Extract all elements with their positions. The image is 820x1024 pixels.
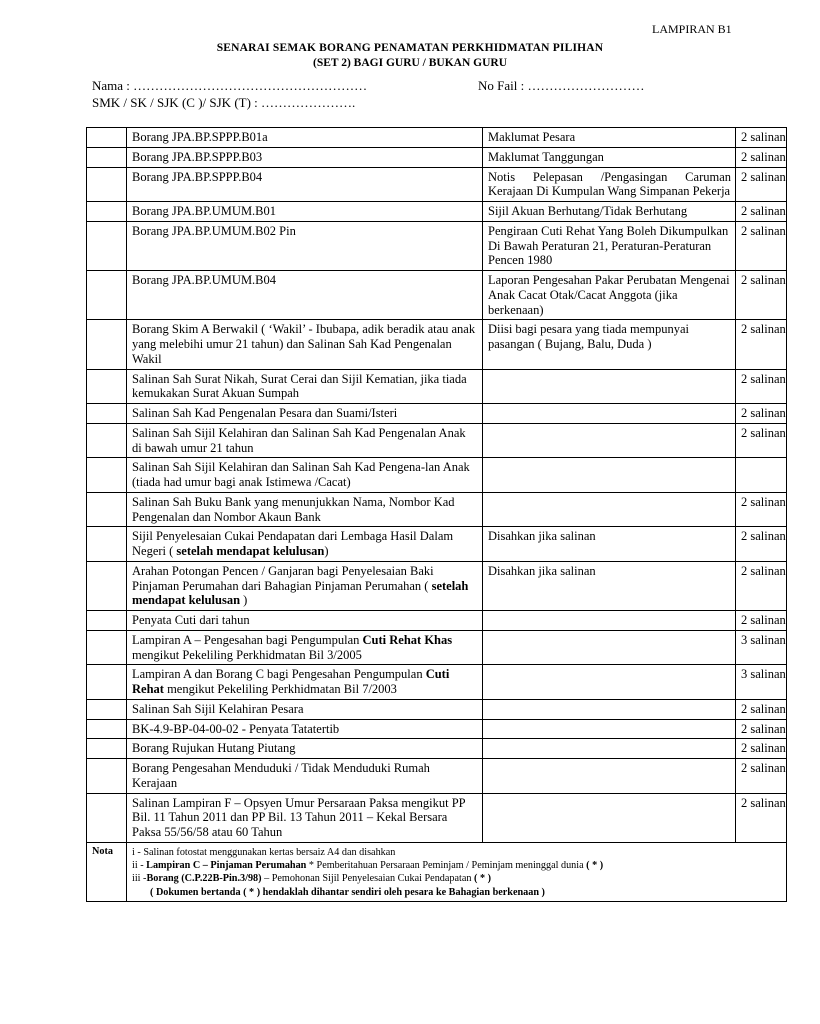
copies-cell: 2 salinan bbox=[736, 423, 787, 458]
checkbox-cell bbox=[87, 611, 127, 631]
note-4-text: ( Dokumen bertanda ( * ) hendaklah dihantar sendiri oleh pesara ke Bahagian berkenaan ) bbox=[150, 886, 545, 898]
table-row bbox=[87, 167, 787, 202]
name-field: Nama : ……………………………………………… bbox=[92, 78, 368, 93]
copies-cell: 2 salinan bbox=[736, 492, 787, 527]
description-cell bbox=[483, 719, 736, 739]
checkbox-cell bbox=[87, 759, 127, 794]
checkbox-cell bbox=[87, 699, 127, 719]
checkbox-cell bbox=[87, 561, 127, 610]
copies-cell bbox=[736, 458, 787, 493]
table-row bbox=[87, 404, 787, 424]
table-row bbox=[87, 147, 787, 167]
copies-cell: 3 salinan bbox=[736, 665, 787, 700]
description-cell: Disahkan jika salinan bbox=[483, 561, 736, 610]
copies-cell: 2 salinan bbox=[736, 128, 787, 148]
description-cell: Maklumat Tanggungan bbox=[483, 147, 736, 167]
checkbox-cell bbox=[87, 527, 127, 562]
description-cell bbox=[483, 369, 736, 404]
table-row bbox=[87, 699, 787, 719]
checkbox-cell bbox=[87, 221, 127, 270]
description-cell bbox=[483, 611, 736, 631]
note-line-1: i - Salinan fotostat menggunakan kertas bersaiz A4 dan disahkan bbox=[132, 846, 396, 858]
document-subtitle: (SET 2) BAGI GURU / BUKAN GURU bbox=[312, 57, 508, 69]
document-emphasis: Cuti Rehat Khas bbox=[362, 632, 453, 647]
document-title: SENARAI SEMAK BORANG PENAMATAN PERKHIDMATAN PILIHAN bbox=[216, 42, 604, 54]
note-2-form: Lampiran C – Pinjaman Perumahan bbox=[146, 860, 307, 871]
note-line-4 bbox=[132, 886, 782, 899]
table-row bbox=[87, 492, 787, 527]
checkbox-cell bbox=[87, 492, 127, 527]
document-cell: Borang Pengesahan Menduduki / Tidak Menduduki Rumah Kerajaan bbox=[127, 759, 483, 794]
document-text: mengikut Pekeliling Perkhidmatan Bil 3/2005 bbox=[132, 647, 362, 662]
document-cell: Borang JPA.BP.SPPP.B01a bbox=[127, 128, 483, 148]
description-cell bbox=[483, 630, 736, 665]
school-field: SMK / SK / SJK (C )/ SJK (T) : …………………. bbox=[92, 95, 356, 110]
document-cell: Salinan Sah Sijil Kelahiran dan Salinan Sah Kad Pengenalan Anak di bawah umur 21 tahun bbox=[127, 423, 483, 458]
table-row bbox=[87, 320, 787, 369]
document-cell: Salinan Sah Buku Bank yang menunjukkan Nama, Nombor Kad Pengenalan dan Nombor Akaun Bank bbox=[127, 492, 483, 527]
table-row bbox=[87, 630, 787, 665]
copies-cell: 2 salinan bbox=[736, 561, 787, 610]
document-cell bbox=[127, 665, 483, 700]
document-text: Sijil Penyelesaian Cukai Pendapatan dari Lembaga Hasil Dalam Negeri ( bbox=[132, 529, 454, 558]
copies-cell: 2 salinan bbox=[736, 320, 787, 369]
table-row bbox=[87, 271, 787, 320]
description-cell bbox=[483, 665, 736, 700]
description-cell bbox=[483, 739, 736, 759]
copies-cell: 3 salinan bbox=[736, 630, 787, 665]
notes-content bbox=[127, 842, 787, 901]
document-cell: Borang JPA.BP.SPPP.B04 bbox=[127, 167, 483, 202]
checkbox-cell bbox=[87, 202, 127, 222]
document-cell: Borang JPA.BP.UMUM.B04 bbox=[127, 271, 483, 320]
note-2-prefix: ii - bbox=[132, 860, 147, 871]
checkbox-cell bbox=[87, 128, 127, 148]
checkbox-cell bbox=[87, 793, 127, 842]
table-row bbox=[87, 527, 787, 562]
document-cell: Salinan Sah Sijil Kelahiran Pesara bbox=[127, 699, 483, 719]
description-cell: Pengiraan Cuti Rehat Yang Boleh Dikumpulkan Di Bawah Peraturan 21, Peraturan-Peraturan Pencen 1980 bbox=[483, 221, 736, 270]
document-text: ) bbox=[240, 593, 248, 608]
description-cell: Notis Pelepasan /Pengasingan Caruman Kerajaan Di Kumpulan Wang Simpanan Pekerja bbox=[483, 167, 736, 202]
copies-cell: 2 salinan bbox=[736, 167, 787, 202]
copies-cell: 2 salinan bbox=[736, 404, 787, 424]
table-row bbox=[87, 561, 787, 610]
copies-cell: 2 salinan bbox=[736, 369, 787, 404]
copies-cell: 2 salinan bbox=[736, 202, 787, 222]
copies-cell: 2 salinan bbox=[736, 147, 787, 167]
document-cell: Salinan Sah Sijil Kelahiran dan Salinan Sah Kad Pengena-lan Anak (tiada had umur bagi anak Istimewa /Cacat) bbox=[127, 458, 483, 493]
checkbox-cell bbox=[87, 404, 127, 424]
table-row bbox=[87, 423, 787, 458]
document-cell: Borang Rujukan Hutang Piutang bbox=[127, 739, 483, 759]
table-row bbox=[87, 739, 787, 759]
copies-cell: 2 salinan bbox=[736, 739, 787, 759]
description-cell bbox=[483, 404, 736, 424]
note-3-text: – Pemohonan Sijil Penyelesaian Cukai Pendapatan bbox=[261, 873, 475, 885]
note-3-mark: ( * ) bbox=[474, 873, 492, 885]
document-emphasis: setelah mendapat kelulusan bbox=[132, 578, 469, 608]
description-cell bbox=[483, 759, 736, 794]
description-cell bbox=[483, 458, 736, 493]
document-emphasis: Cuti Rehat bbox=[132, 667, 450, 696]
table-row bbox=[87, 719, 787, 739]
checkbox-cell bbox=[87, 458, 127, 493]
note-line-3 bbox=[132, 872, 782, 885]
copies-cell: 2 salinan bbox=[736, 611, 787, 631]
document-text: Lampiran A – Pengesahan bagi Pengumpulan bbox=[132, 632, 363, 647]
description-cell: Sijil Akuan Berhutang/Tidak Berhutang bbox=[483, 202, 736, 222]
description-cell: Maklumat Pesara bbox=[483, 128, 736, 148]
checkbox-cell bbox=[87, 719, 127, 739]
note-line-2 bbox=[132, 859, 782, 872]
description-cell bbox=[483, 699, 736, 719]
document-text: ) bbox=[324, 544, 329, 558]
table-row bbox=[87, 759, 787, 794]
copies-cell: 2 salinan bbox=[736, 719, 787, 739]
document-cell: Borang JPA.BP.SPPP.B03 bbox=[127, 147, 483, 167]
document-cell: Borang JPA.BP.UMUM.B02 Pin bbox=[127, 221, 483, 270]
checkbox-cell bbox=[87, 423, 127, 458]
checkbox-cell bbox=[87, 271, 127, 320]
checkbox-cell bbox=[87, 167, 127, 202]
document-cell: Penyata Cuti dari tahun bbox=[127, 611, 483, 631]
document-cell bbox=[127, 630, 483, 665]
document-cell: Salinan Sah Kad Pengenalan Pesara dan Suami/Isteri bbox=[127, 404, 483, 424]
document-text: Lampiran A dan Borang C bagi Pengesahan Pengumpulan bbox=[132, 667, 426, 682]
table-row bbox=[87, 369, 787, 404]
description-cell bbox=[483, 492, 736, 527]
checkbox-cell bbox=[87, 739, 127, 759]
checklist-table bbox=[86, 127, 787, 902]
description-cell bbox=[483, 793, 736, 842]
copies-cell: 2 salinan bbox=[736, 759, 787, 794]
notes-label: Nota bbox=[87, 842, 127, 901]
copies-cell: 2 salinan bbox=[736, 271, 787, 320]
document-cell bbox=[127, 527, 483, 562]
document-cell: BK-4.9-BP-04-00-02 - Penyata Tatatertib bbox=[127, 719, 483, 739]
document-emphasis: setelah mendapat kelulusan bbox=[176, 544, 325, 558]
document-text: mengikut Pekeliling Perkhidmatan Bil 7/2003 bbox=[163, 682, 397, 696]
document-cell: Salinan Sah Surat Nikah, Surat Cerai dan Sijil Kematian, jika tiada kemukakan Surat Akuan Sumpah bbox=[127, 369, 483, 404]
checkbox-cell bbox=[87, 147, 127, 167]
table-row bbox=[87, 221, 787, 270]
document-cell: Salinan Lampiran F – Opsyen Umur Persaraan Paksa mengikut PP Bil. 11 Tahun 2011 dan PP Bil. 13 Tahun 2011 – Kekal Bersara Paksa 55/56/58 atau 60 Tahun bbox=[127, 793, 483, 842]
checkbox-cell bbox=[87, 320, 127, 369]
note-2-mark: ( * ) bbox=[586, 860, 604, 871]
document-text: Arahan Potongan Pencen / Ganjaran bagi Penyelesaian Baki Pinjaman Perumahan dari Bahagian Pinjaman Perumahan ( bbox=[132, 563, 434, 593]
copies-cell: 2 salinan bbox=[736, 221, 787, 270]
table-row bbox=[87, 611, 787, 631]
note-3-prefix: iii - bbox=[132, 873, 147, 885]
description-cell: Laporan Pengesahan Pakar Perubatan Mengenai Anak Cacat Otak/Cacat Anggota (jika berkenaan) bbox=[483, 271, 736, 320]
table-row bbox=[87, 793, 787, 842]
checkbox-cell bbox=[87, 665, 127, 700]
table-row bbox=[87, 458, 787, 493]
description-cell: Disahkan jika salinan bbox=[483, 527, 736, 562]
table-row bbox=[87, 202, 787, 222]
copies-cell: 2 salinan bbox=[736, 793, 787, 842]
document-cell: Borang Skim A Berwakil ( ‘Wakil’ - Ibubapa, adik beradik atau anak yang melebihi umur 21 tahun) dan Salinan Sah Kad Pengenalan Wakil bbox=[127, 320, 483, 369]
appendix-label: LAMPIRAN B1 bbox=[652, 22, 732, 36]
document-cell: Borang JPA.BP.UMUM.B01 bbox=[127, 202, 483, 222]
copies-cell: 2 salinan bbox=[736, 527, 787, 562]
document-cell bbox=[127, 561, 483, 610]
checkbox-cell bbox=[87, 369, 127, 404]
description-cell bbox=[483, 423, 736, 458]
note-2-text: * Pemberitahuan Persaraan Peminjam / Peminjam meninggal dunia bbox=[306, 860, 587, 871]
checkbox-cell bbox=[87, 630, 127, 665]
copies-cell: 2 salinan bbox=[736, 699, 787, 719]
description-cell: Diisi bagi pesara yang tiada mempunyai pasangan ( Bujang, Balu, Duda ) bbox=[483, 320, 736, 369]
table-row bbox=[87, 128, 787, 148]
notes-row bbox=[87, 842, 787, 901]
table-row bbox=[87, 665, 787, 700]
file-number-field: No Fail : ……………………… bbox=[478, 78, 645, 93]
note-3-form: Borang (C.P.22B-Pin.3/98) bbox=[146, 873, 262, 885]
